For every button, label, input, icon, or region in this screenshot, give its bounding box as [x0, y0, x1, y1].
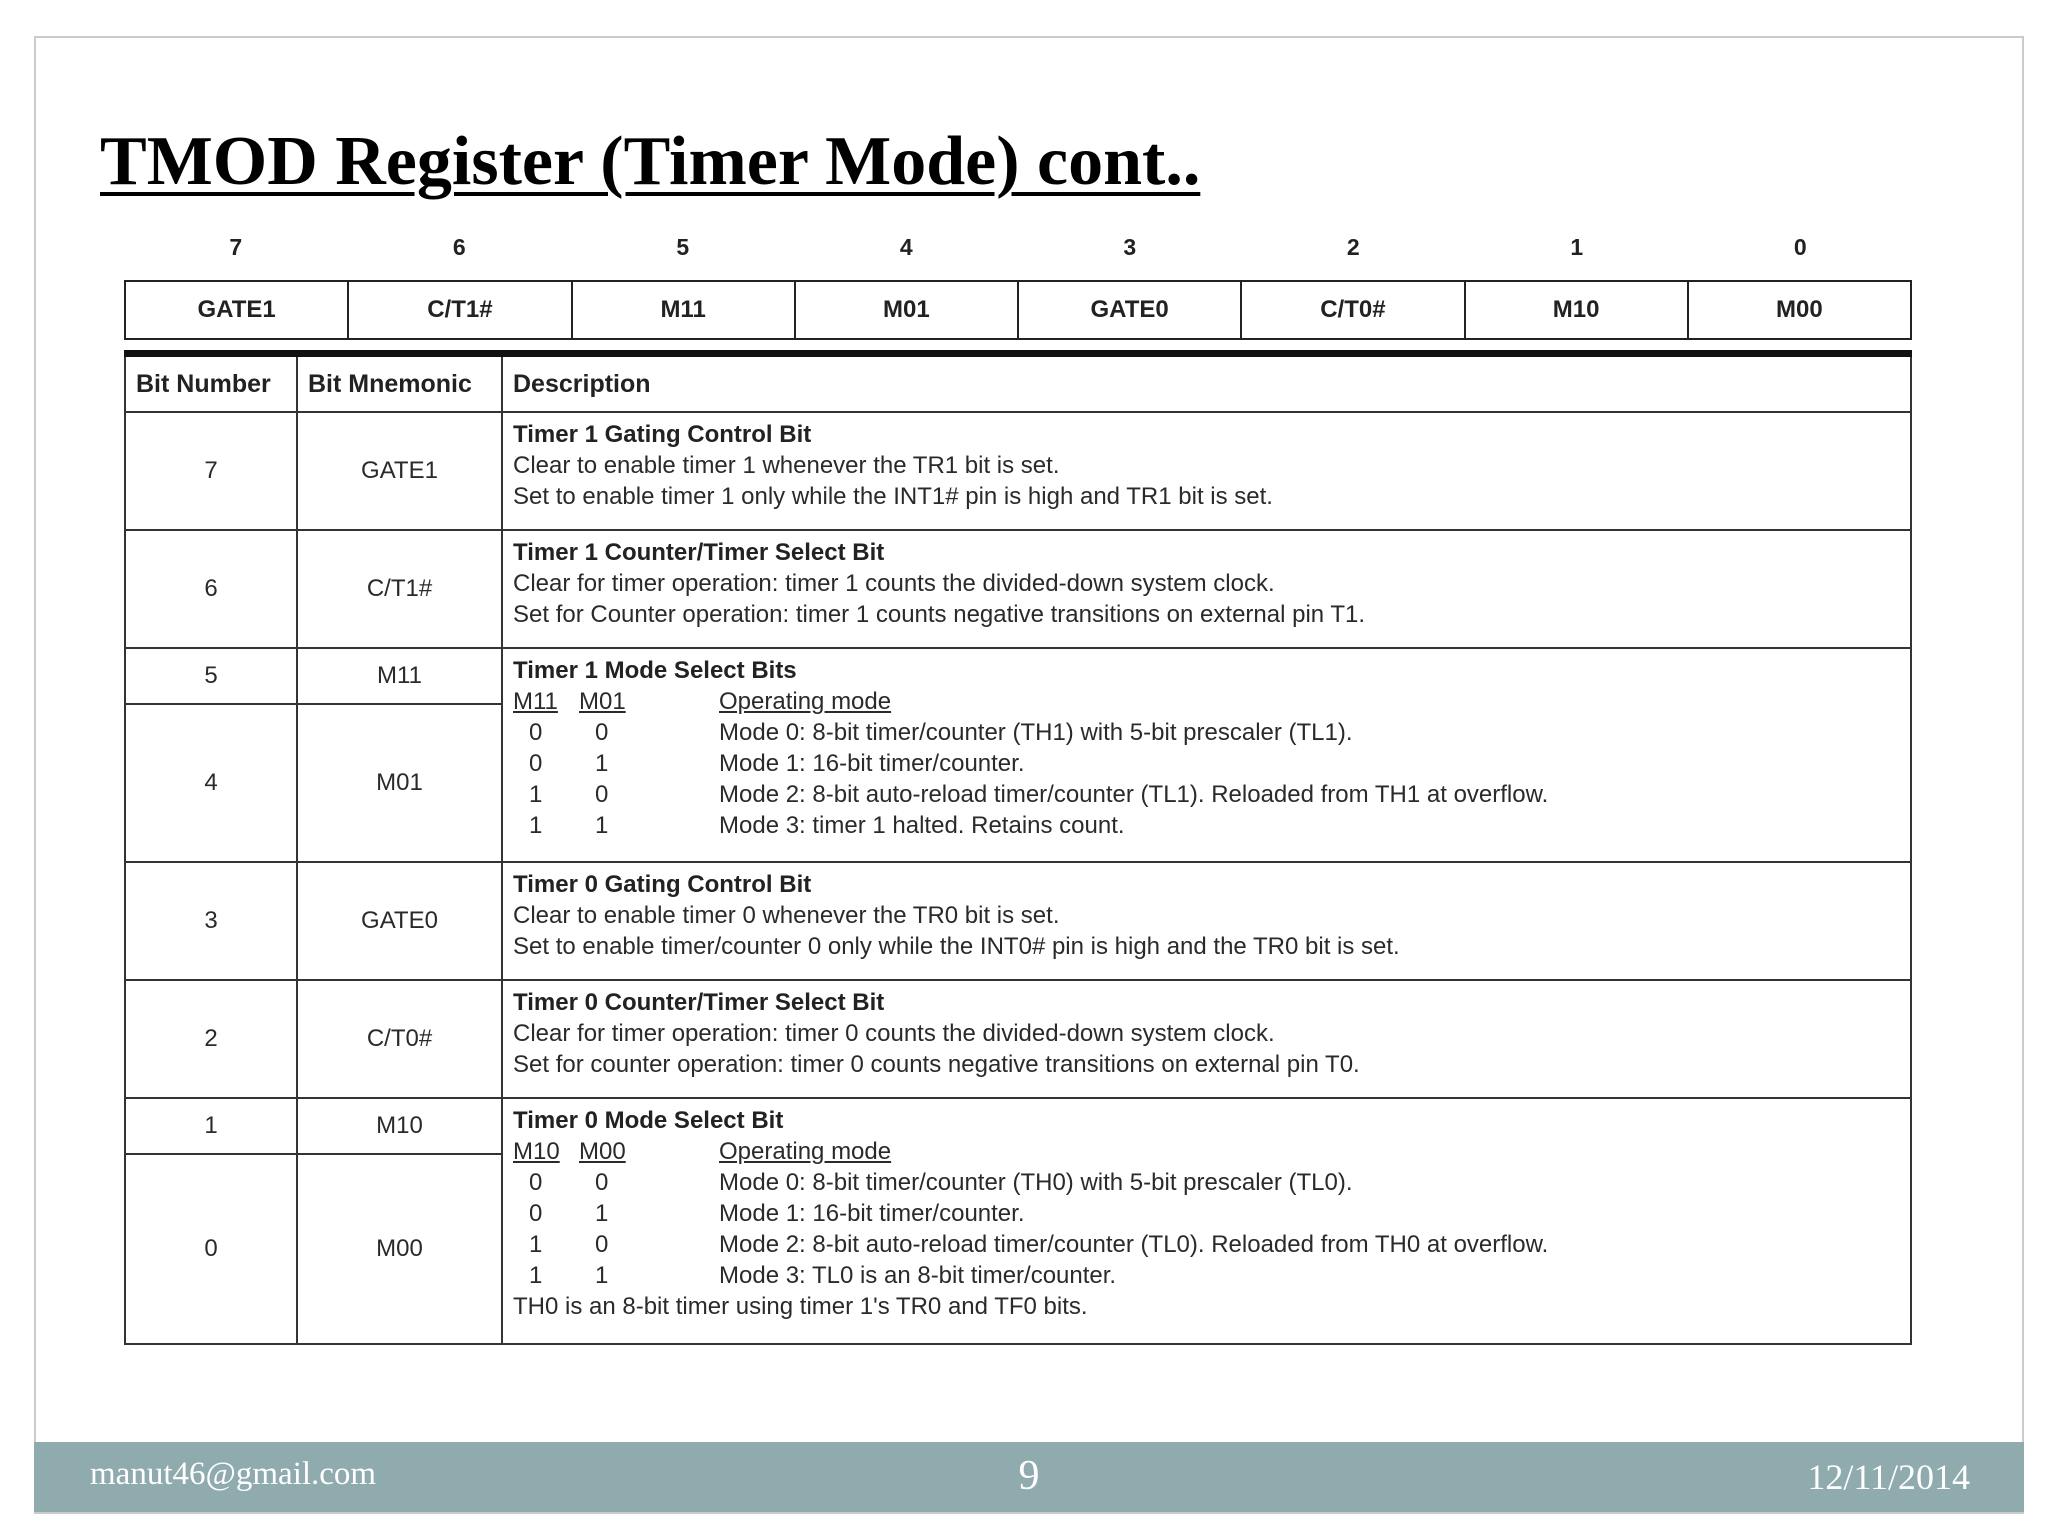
description-line: Set to enable timer 1 only while the INT1# pin is high and TR1 bit is set.: [513, 483, 1273, 510]
description-cell: [502, 980, 1911, 1098]
mode-col-header: M10: [513, 1138, 560, 1165]
bit-number: 5: [676, 234, 690, 260]
footer-email: manut46@gmail.com: [90, 1455, 377, 1492]
register-bit-cell: C/T0#: [1242, 282, 1465, 338]
bit-number-cell: 0: [125, 1154, 297, 1344]
header-description: Description: [502, 354, 1911, 413]
page-number: 9: [1018, 1453, 1040, 1499]
mode-bit-value: 0: [529, 750, 543, 777]
mode-description: Mode 2: 8-bit auto-reload timer/counter (TL1). Reloaded from TH1 at overflow.: [719, 781, 1549, 808]
bit-number-cell: 7: [125, 412, 297, 530]
description-line: Clear to enable timer 1 whenever the TR1 bit is set.: [513, 452, 1060, 479]
description-line: Set for Counter operation: timer 1 counts negative transitions on external pin T1.: [513, 601, 1366, 628]
register-bit-cell: M01: [796, 282, 1019, 338]
table-row: [125, 862, 1911, 980]
mode-description: Mode 3: TL0 is an 8-bit timer/counter.: [719, 1262, 1117, 1289]
table-header-row: [125, 354, 1911, 413]
description-cell: [502, 1098, 1911, 1344]
description-title: Timer 0 Counter/Timer Select Bit: [513, 989, 885, 1016]
bit-number-cell: 3: [125, 862, 297, 980]
description-line: Set for counter operation: timer 0 counts negative transitions on external pin T0.: [513, 1051, 1360, 1078]
description-title: Timer 0 Mode Select Bit: [513, 1107, 784, 1134]
mode-bit-value: 1: [529, 781, 543, 808]
register-bit-cell: M00: [1776, 296, 1823, 323]
bit-mnemonic-cell: M00: [297, 1154, 502, 1344]
bit-description-table: [124, 350, 1912, 1345]
table-row: [125, 648, 1911, 704]
bit-number: 0: [1793, 234, 1807, 260]
mode-col-header: Operating mode: [719, 688, 892, 715]
mode-description: Mode 0: 8-bit timer/counter (TH0) with 5-bit prescaler (TL0).: [719, 1169, 1353, 1196]
bit-number: 1: [1570, 234, 1584, 260]
bit-number-cell: 1: [125, 1098, 297, 1154]
description-note: TH0 is an 8-bit timer using timer 1's TR0 and TF0 bits.: [513, 1293, 1088, 1320]
bit-mnemonic-cell: GATE0: [297, 862, 502, 980]
page-title: TMOD Register (Timer Mode) cont..: [100, 123, 1201, 200]
bit-number: 3: [1123, 234, 1137, 260]
register-bit-field: [124, 280, 1912, 340]
register-bit-cell: M10: [1466, 282, 1689, 338]
bit-number-row: [124, 234, 1912, 274]
mode-bit-value: 1: [595, 1262, 609, 1289]
mode-description: Mode 0: 8-bit timer/counter (TH1) with 5-bit prescaler (TL1).: [719, 719, 1353, 746]
mode-col-header: M01: [579, 688, 626, 715]
description-line: Clear to enable timer 0 whenever the TR0 bit is set.: [513, 902, 1060, 929]
footer-date: 12/11/2014: [1807, 1457, 1970, 1497]
bit-number-cell: 5: [125, 648, 297, 704]
bit-mnemonic-cell: C/T1#: [297, 530, 502, 648]
description-cell: [502, 648, 1911, 862]
mode-table: [513, 686, 1900, 841]
description-cell: [502, 862, 1911, 980]
header-bit-mnemonic: Bit Mnemonic: [297, 354, 502, 413]
mode-description: Mode 2: 8-bit auto-reload timer/counter (TL0). Reloaded from TH0 at overflow.: [719, 1231, 1549, 1258]
register-bit-cell: GATE1: [126, 282, 349, 338]
description-title: Timer 1 Mode Select Bits: [513, 657, 797, 684]
mode-bit-value: 1: [529, 812, 543, 839]
mode-bit-value: 0: [529, 1200, 543, 1227]
description-line: Set to enable timer/counter 0 only while the INT0# pin is high and the TR0 bit is set.: [513, 933, 1400, 960]
table-row: [125, 530, 1911, 648]
register-bit-cell: GATE0: [1019, 282, 1242, 338]
mode-description: Mode 1: 16-bit timer/counter.: [719, 1200, 1025, 1227]
mode-bit-value: 0: [529, 1169, 543, 1196]
description-title: Timer 0 Gating Control Bit: [513, 871, 812, 898]
table-row: [125, 980, 1911, 1098]
bit-number-cell: 6: [125, 530, 297, 648]
description-line: Clear for timer operation: timer 0 counts the divided-down system clock.: [513, 1020, 1275, 1047]
mode-col-header: M11: [513, 688, 558, 715]
mode-description: Mode 3: timer 1 halted. Retains count.: [719, 812, 1125, 839]
slide-footer: [34, 1442, 2024, 1512]
bit-mnemonic-cell: C/T0#: [297, 980, 502, 1098]
register-bit-cell: M11: [573, 282, 796, 338]
bit-mnemonic-cell: M10: [297, 1098, 502, 1154]
bit-number: 6: [452, 234, 466, 260]
mode-bit-value: 1: [595, 1200, 609, 1227]
mode-bit-value: 0: [595, 1169, 609, 1196]
bit-number-cell: 4: [125, 704, 297, 862]
mode-bit-value: 1: [595, 750, 609, 777]
description-cell: [502, 530, 1911, 648]
bit-mnemonic-cell: GATE1: [297, 412, 502, 530]
mode-bit-value: 1: [529, 1262, 543, 1289]
mode-bit-value: 0: [529, 719, 543, 746]
header-bit-number: Bit Number: [125, 354, 297, 413]
mode-bit-value: 0: [595, 1231, 609, 1258]
bit-mnemonic-cell: M11: [297, 648, 502, 704]
mode-bit-value: 1: [595, 812, 609, 839]
mode-col-header: M00: [579, 1138, 626, 1165]
mode-bit-value: 0: [595, 719, 609, 746]
table-row: [125, 1098, 1911, 1154]
bit-number: 7: [229, 234, 243, 260]
bit-number: 4: [899, 234, 913, 260]
mode-table: [513, 1136, 1900, 1291]
bit-number: 2: [1346, 234, 1360, 260]
register-bit-cell: C/T1#: [349, 282, 572, 338]
mode-col-header: Operating mode: [719, 1138, 892, 1165]
bit-mnemonic-cell: M01: [297, 704, 502, 862]
description-cell: [502, 412, 1911, 530]
description-title: Timer 1 Counter/Timer Select Bit: [513, 539, 885, 566]
mode-description: Mode 1: 16-bit timer/counter.: [719, 750, 1025, 777]
description-line: Clear for timer operation: timer 1 counts the divided-down system clock.: [513, 570, 1275, 597]
mode-bit-value: 1: [529, 1231, 543, 1258]
table-row: [125, 412, 1911, 530]
description-title: Timer 1 Gating Control Bit: [513, 421, 812, 448]
bit-number-cell: 2: [125, 980, 297, 1098]
mode-bit-value: 0: [595, 781, 609, 808]
